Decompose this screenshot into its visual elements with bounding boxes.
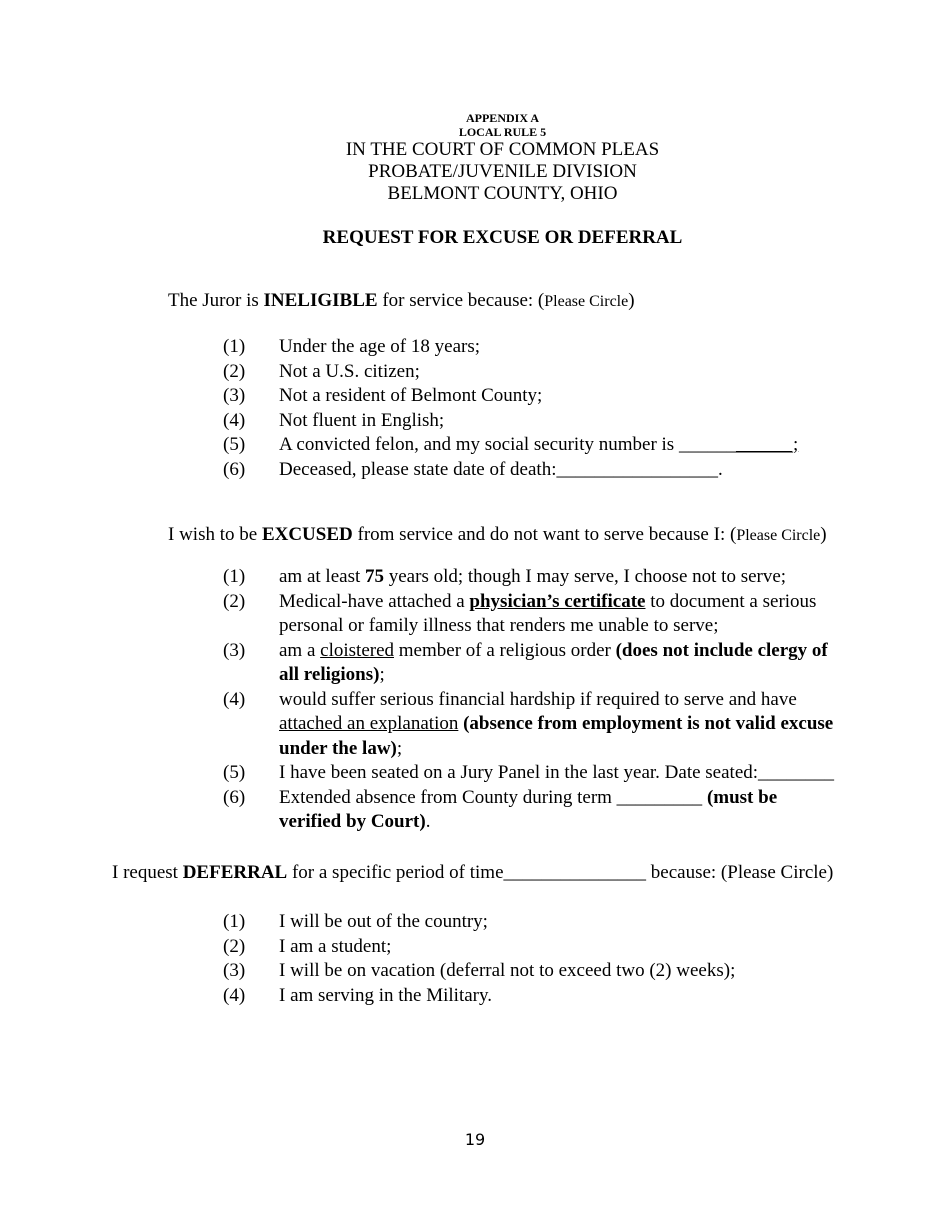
item-number: (1) <box>223 911 246 932</box>
item-text <box>279 590 839 639</box>
intro-keyword: INELIGIBLE <box>263 290 378 311</box>
item-text-part: am a <box>279 639 321 661</box>
item-number: (1) <box>223 336 246 357</box>
item-number: (3) <box>223 960 246 981</box>
ineligible-intro <box>168 289 635 314</box>
item-text: Not a U.S. citizen; <box>279 360 420 382</box>
intro-keyword: EXCUSED <box>261 524 353 545</box>
item-number: (4) <box>223 409 246 431</box>
list-item[interactable] <box>0 565 950 590</box>
list-item[interactable] <box>0 688 950 762</box>
item-text: I am serving in the Military. <box>279 984 492 1006</box>
list-item[interactable] <box>0 409 950 434</box>
item-text-part: ; <box>396 737 403 759</box>
item-text-part: A convicted felon, and my social security number is ______ <box>279 434 736 455</box>
item-text-underlined: attached an explanation <box>279 713 459 734</box>
document-header <box>0 111 950 205</box>
intro-keyword: DEFERRAL <box>182 862 288 883</box>
list-item[interactable] <box>0 935 950 960</box>
item-number: (4) <box>223 688 246 710</box>
court-name: IN THE COURT OF COMMON PLEAS <box>345 139 660 160</box>
item-text: Under the age of 18 years; <box>279 336 481 357</box>
ssn-blank-field[interactable]: ______; <box>735 434 799 455</box>
list-item[interactable] <box>0 590 950 639</box>
intro-text: for service because: ( <box>377 290 545 311</box>
list-item[interactable] <box>0 360 950 385</box>
item-text-bold-underlined: physician’s certificate <box>469 590 646 612</box>
intro-text: for a specific period of time_______________ because: (Please Circle) <box>287 862 834 883</box>
item-text: Not fluent in English; <box>279 409 445 431</box>
item-text-bold: 75 <box>365 566 384 587</box>
list-item[interactable] <box>0 384 950 409</box>
item-text-part: to document a serious personal or family illness that renders me unable to serve; <box>279 590 817 636</box>
item-text-part: member of a religious order <box>394 639 616 661</box>
item-text <box>279 688 839 762</box>
list-item[interactable] <box>0 786 950 835</box>
item-text-bold: (does not include clergy of all religions) <box>279 639 828 685</box>
intro-text: ) <box>820 524 827 545</box>
list-item[interactable] <box>0 458 950 483</box>
list-item[interactable] <box>0 910 950 935</box>
please-circle-note: Please Circle <box>736 527 821 544</box>
appendix-label: APPENDIX A <box>465 111 539 125</box>
list-item[interactable] <box>0 639 950 688</box>
intro-text: from service and do not want to serve because I: ( <box>352 524 737 545</box>
item-number: (2) <box>223 935 246 957</box>
item-text: I will be on vacation (deferral not to exceed two (2) weeks); <box>279 960 736 981</box>
item-text-part: would suffer serious financial hardship if required to serve and have <box>279 688 797 710</box>
list-item[interactable] <box>0 959 950 984</box>
item-number: (6) <box>223 786 246 808</box>
list-item[interactable] <box>0 761 950 786</box>
intro-text: ) <box>628 290 635 311</box>
item-text-bold: (must be verified by Court) <box>279 786 778 832</box>
intro-text: I wish to be <box>168 524 262 545</box>
item-text <box>279 639 839 688</box>
item-text <box>279 433 839 458</box>
division-name: PROBATE/JUVENILE DIVISION <box>368 161 637 182</box>
item-text-part: . <box>425 811 431 832</box>
intro-text: I request <box>112 862 183 883</box>
item-text-bold: (absence from employment is not valid excuse under the law) <box>279 713 834 759</box>
page-number: 19 <box>464 1130 486 1149</box>
item-text <box>279 761 839 786</box>
excused-list <box>0 565 950 835</box>
item-text-part: Extended absence from County during term _________ <box>279 786 707 808</box>
please-circle-note: Please Circle <box>544 293 629 310</box>
item-text-part: Medical-have attached a <box>279 590 470 612</box>
item-number: (6) <box>223 458 246 480</box>
item-text <box>279 786 839 835</box>
item-text <box>279 565 839 590</box>
deferral-intro <box>112 861 833 885</box>
item-number: (3) <box>223 385 246 406</box>
list-item[interactable] <box>0 433 950 458</box>
item-text-underlined: cloistered <box>320 639 395 661</box>
item-number: (1) <box>223 566 246 587</box>
item-text-part: I have been seated on a Jury Panel in the last year. Date seated:________ <box>279 762 835 783</box>
item-text: I will be out of the country; <box>279 911 488 932</box>
item-number: (4) <box>223 984 246 1006</box>
item-number: (5) <box>223 762 246 783</box>
excused-intro <box>168 523 827 548</box>
item-number: (3) <box>223 639 246 661</box>
list-item[interactable] <box>0 984 950 1009</box>
item-number: (2) <box>223 590 246 612</box>
item-text-part: am at least <box>279 566 365 587</box>
item-number: (2) <box>223 360 246 382</box>
item-text-part: ; <box>379 664 385 685</box>
ineligible-list <box>0 335 950 482</box>
item-number: (5) <box>223 434 246 455</box>
item-text: Not a resident of Belmont County; <box>279 385 543 406</box>
intro-text: The Juror is <box>168 290 264 311</box>
item-text: I am a student; <box>279 935 392 957</box>
item-text: Deceased, please state date of death:_________________. <box>279 458 723 480</box>
item-text-part: years old; though I may serve, I choose not to serve; <box>384 566 787 587</box>
list-item[interactable] <box>0 335 950 360</box>
local-rule-label: LOCAL RULE 5 <box>458 125 547 139</box>
page-title: REQUEST FOR EXCUSE OR DEFERRAL <box>322 227 683 248</box>
county-name: BELMONT COUNTY, OHIO <box>387 183 618 204</box>
deferral-list <box>0 910 950 1008</box>
